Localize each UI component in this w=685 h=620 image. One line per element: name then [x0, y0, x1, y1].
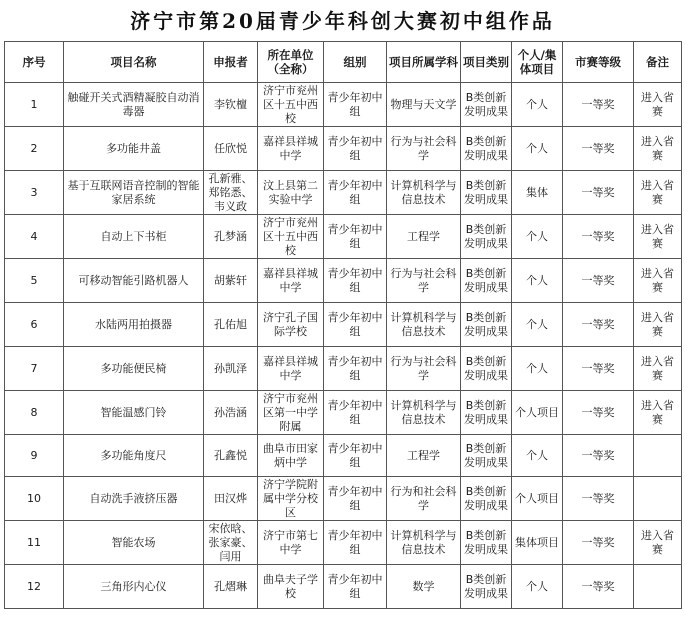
cell-no: 10	[5, 477, 64, 521]
table-row	[5, 171, 682, 215]
cell-group: 青少年初中组	[324, 303, 387, 347]
cell-category: B类创新发明成果	[461, 391, 512, 435]
cell-group: 青少年初中组	[324, 259, 387, 303]
cell-applicant: 田汉烨	[204, 477, 258, 521]
cell-category: B类创新发明成果	[461, 303, 512, 347]
cell-level: 一等奖	[563, 347, 634, 391]
cell-no: 7	[5, 347, 64, 391]
cell-note: 进入省赛	[634, 259, 682, 303]
cell-applicant: 孔佑旭	[204, 303, 258, 347]
cell-type: 个人	[512, 259, 563, 303]
cell-category: B类创新发明成果	[461, 435, 512, 477]
cell-project: 多功能便民椅	[64, 347, 204, 391]
header-project: 项目名称	[64, 42, 204, 83]
cell-type: 个人	[512, 127, 563, 171]
cell-level: 一等奖	[563, 435, 634, 477]
cell-no: 6	[5, 303, 64, 347]
table-row	[5, 565, 682, 609]
cell-note	[634, 435, 682, 477]
cell-applicant: 任欣悦	[204, 127, 258, 171]
cell-unit: 曲阜市田家炳中学	[258, 435, 324, 477]
cell-category: B类创新发明成果	[461, 171, 512, 215]
cell-unit: 济宁市兖州区十五中西校	[258, 215, 324, 259]
cell-project: 触碰开关式酒精凝胶自动消毒器	[64, 83, 204, 127]
cell-category: B类创新发明成果	[461, 83, 512, 127]
cell-applicant: 李钦檀	[204, 83, 258, 127]
cell-level: 一等奖	[563, 565, 634, 609]
cell-type: 集体项目	[512, 521, 563, 565]
cell-subject: 行为与社会科学	[387, 259, 461, 303]
header-category: 项目类别	[461, 42, 512, 83]
cell-applicant: 宋依晗、张家豪、闫用	[204, 521, 258, 565]
cell-type: 集体	[512, 171, 563, 215]
table-row	[5, 521, 682, 565]
table-row	[5, 477, 682, 521]
cell-group: 青少年初中组	[324, 215, 387, 259]
cell-applicant: 胡紫轩	[204, 259, 258, 303]
header-applicant: 申报者	[204, 42, 258, 83]
cell-group: 青少年初中组	[324, 391, 387, 435]
cell-unit: 济宁市兖州区十五中西校	[258, 83, 324, 127]
cell-type: 个人	[512, 215, 563, 259]
table-row	[5, 127, 682, 171]
cell-applicant: 孔梦涵	[204, 215, 258, 259]
cell-subject: 工程学	[387, 215, 461, 259]
cell-project: 三角形内心仪	[64, 565, 204, 609]
cell-note: 进入省赛	[634, 521, 682, 565]
cell-no: 2	[5, 127, 64, 171]
cell-project: 智能温感门铃	[64, 391, 204, 435]
header-unit: 所在单位（全称）	[258, 42, 324, 83]
cell-level: 一等奖	[563, 215, 634, 259]
cell-unit: 嘉祥县祥城中学	[258, 127, 324, 171]
cell-category: B类创新发明成果	[461, 347, 512, 391]
cell-unit: 济宁孔子国际学校	[258, 303, 324, 347]
header-note: 备注	[634, 42, 682, 83]
cell-unit: 济宁市兖州区第一中学附属	[258, 391, 324, 435]
cell-group: 青少年初中组	[324, 127, 387, 171]
cell-no: 1	[5, 83, 64, 127]
cell-no: 8	[5, 391, 64, 435]
cell-applicant: 孔新雅、郑铭悉、韦义政	[204, 171, 258, 215]
cell-project: 自动洗手液挤压器	[64, 477, 204, 521]
cell-level: 一等奖	[563, 127, 634, 171]
cell-project: 智能农场	[64, 521, 204, 565]
cell-type: 个人	[512, 565, 563, 609]
cell-note	[634, 477, 682, 521]
cell-group: 青少年初中组	[324, 565, 387, 609]
cell-applicant: 孙浩涵	[204, 391, 258, 435]
cell-category: B类创新发明成果	[461, 215, 512, 259]
table-row	[5, 83, 682, 127]
cell-no: 12	[5, 565, 64, 609]
cell-unit: 济宁学院附属中学分校区	[258, 477, 324, 521]
cell-subject: 计算机科学与信息技术	[387, 521, 461, 565]
cell-subject: 工程学	[387, 435, 461, 477]
cell-type: 个人项目	[512, 391, 563, 435]
cell-category: B类创新发明成果	[461, 565, 512, 609]
cell-note: 进入省赛	[634, 303, 682, 347]
table-row	[5, 259, 682, 303]
cell-note: 进入省赛	[634, 171, 682, 215]
header-subject: 项目所属学科	[387, 42, 461, 83]
cell-no: 9	[5, 435, 64, 477]
cell-level: 一等奖	[563, 477, 634, 521]
document-title: 济宁市第20届青少年科创大赛初中组作品	[130, 9, 555, 33]
cell-note: 进入省赛	[634, 83, 682, 127]
cell-no: 5	[5, 259, 64, 303]
cell-unit: 嘉祥县祥城中学	[258, 347, 324, 391]
cell-unit: 济宁市第七中学	[258, 521, 324, 565]
cell-level: 一等奖	[563, 391, 634, 435]
cell-applicant: 孔熠琳	[204, 565, 258, 609]
cell-group: 青少年初中组	[324, 477, 387, 521]
cell-type: 个人	[512, 435, 563, 477]
cell-project: 自动上下书柜	[64, 215, 204, 259]
cell-subject: 计算机科学与信息技术	[387, 391, 461, 435]
cell-project: 多功能井盖	[64, 127, 204, 171]
table-row	[5, 435, 682, 477]
cell-type: 个人	[512, 347, 563, 391]
table-header-row	[5, 42, 682, 83]
cell-project: 多功能角度尺	[64, 435, 204, 477]
cell-category: B类创新发明成果	[461, 259, 512, 303]
cell-unit: 汶上县第二实验中学	[258, 171, 324, 215]
cell-type: 个人	[512, 83, 563, 127]
table-row	[5, 391, 682, 435]
cell-group: 青少年初中组	[324, 171, 387, 215]
cell-subject: 计算机科学与信息技术	[387, 303, 461, 347]
cell-subject: 数学	[387, 565, 461, 609]
cell-note: 进入省赛	[634, 347, 682, 391]
cell-applicant: 孙凯泽	[204, 347, 258, 391]
cell-level: 一等奖	[563, 83, 634, 127]
table-row	[5, 347, 682, 391]
header-type: 个人/集体项目	[512, 42, 563, 83]
cell-no: 4	[5, 215, 64, 259]
cell-unit: 嘉祥县祥城中学	[258, 259, 324, 303]
cell-level: 一等奖	[563, 303, 634, 347]
cell-project: 基于互联网语音控制的智能家居系统	[64, 171, 204, 215]
cell-category: B类创新发明成果	[461, 477, 512, 521]
table-row	[5, 215, 682, 259]
cell-group: 青少年初中组	[324, 83, 387, 127]
cell-group: 青少年初中组	[324, 435, 387, 477]
cell-level: 一等奖	[563, 259, 634, 303]
cell-project: 水陆两用拍摄器	[64, 303, 204, 347]
cell-type: 个人	[512, 303, 563, 347]
cell-note: 进入省赛	[634, 391, 682, 435]
cell-subject: 行为与社会科学	[387, 347, 461, 391]
cell-subject: 行为与社会科学	[387, 127, 461, 171]
cell-subject: 行为和社会科学	[387, 477, 461, 521]
cell-no: 11	[5, 521, 64, 565]
awards-table	[4, 41, 682, 609]
cell-category: B类创新发明成果	[461, 521, 512, 565]
header-group: 组别	[324, 42, 387, 83]
header-no: 序号	[5, 42, 64, 83]
cell-category: B类创新发明成果	[461, 127, 512, 171]
cell-level: 一等奖	[563, 171, 634, 215]
cell-group: 青少年初中组	[324, 347, 387, 391]
cell-subject: 物理与天文学	[387, 83, 461, 127]
cell-type: 个人项目	[512, 477, 563, 521]
cell-project: 可移动智能引路机器人	[64, 259, 204, 303]
cell-group: 青少年初中组	[324, 521, 387, 565]
cell-level: 一等奖	[563, 521, 634, 565]
cell-note	[634, 565, 682, 609]
table-row	[5, 303, 682, 347]
cell-note: 进入省赛	[634, 215, 682, 259]
cell-note: 进入省赛	[634, 127, 682, 171]
header-level: 市赛等级	[563, 42, 634, 83]
cell-unit: 曲阜夫子学校	[258, 565, 324, 609]
cell-subject: 计算机科学与信息技术	[387, 171, 461, 215]
cell-applicant: 孔鑫悦	[204, 435, 258, 477]
cell-no: 3	[5, 171, 64, 215]
